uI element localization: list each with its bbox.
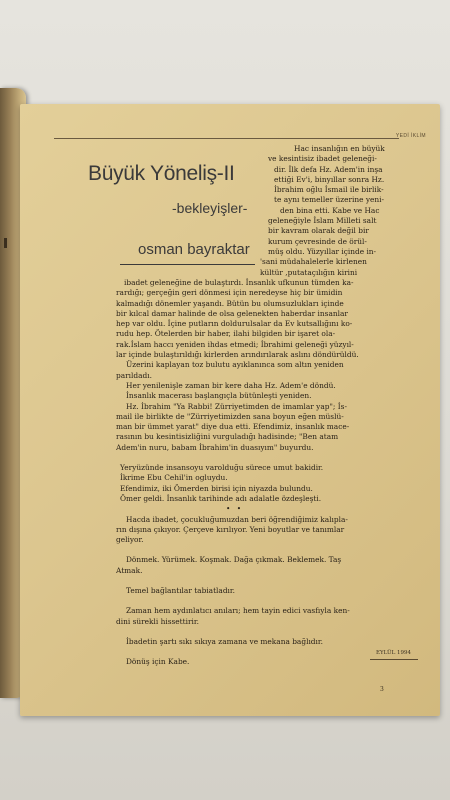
text-line: geliyor. — [116, 535, 144, 545]
magazine-page — [20, 104, 440, 716]
text-line: rudu hep. Ötelerden bir haber, ilahi bilgiden bir işaret ola- — [116, 329, 336, 339]
text-line: Atmak. — [116, 565, 143, 575]
text-line: Üzerini kaplayan toz bulutu ayıklanınca som altın yeniden — [126, 360, 344, 370]
poem-line: İkrime Ebu Cehil'in ogluydu. — [120, 473, 228, 483]
text-line: den bina etti. Kabe ve Hac — [280, 205, 380, 215]
text-line: İnsanlık macerası başlangıçla bütünleşti yeniden. — [126, 391, 312, 401]
text-line: ibadet geleneğine de bulaştırdı. İnsanlık ufkunun tümden ka- — [124, 278, 354, 287]
text-line: dir. İlk defa Hz. Adem'in inşa — [274, 164, 383, 174]
text-line: hep var oldu. İçine putların doldurulsalar da Ev kutsallığını ko- — [116, 319, 353, 329]
article-author: osman bayraktar — [138, 241, 250, 258]
text-line: rasının bu kesintisizliğini vurguladığı hadisinde; "Ben atam — [116, 432, 339, 442]
page-number: 3 — [380, 686, 384, 693]
magazine-name: YEDİ İKLİM — [395, 133, 426, 139]
poem-line: Ömer geldi. İnsanlık tarihinde adı adalatle özdeşleşti. — [120, 493, 322, 503]
text-line: mail ile birlikte de "Zürriyetimizden sana boyun eğen müslü- — [116, 411, 344, 421]
text-line: geleneğiyle İslam Milleti salt — [268, 216, 377, 226]
text-line: ettiği Ev'i, binyıllar sonra Hz. — [274, 174, 385, 184]
poem-line: Yeryüzünde insansoyu varolduğu sürece umut bakidir. — [120, 463, 324, 473]
text-line: kurum çevresinde de örül- — [268, 236, 367, 246]
text-line: Temel bağlantılar tabiatladır. — [126, 586, 235, 596]
text-line: kültür ,putataçılığın kirini — [260, 267, 358, 277]
article-body — [116, 264, 404, 668]
text-line: bir kılcal damar halinde de olsa gelenekten haberdar insanlar — [116, 308, 348, 318]
binder-mark — [4, 238, 7, 248]
text-line: te aynı temeller üzerine yeni- — [274, 195, 385, 205]
text-line: müş oldu. Yüzyıllar içinde in- — [268, 246, 377, 256]
text-line: parıldadı. — [116, 370, 152, 380]
text-line: İbadetin şartı sıkı sıkıya zamana ve mekana bağlıdır. — [126, 636, 323, 646]
text-line: bir kavram olarak değil bir — [268, 226, 369, 236]
text-line: man bir ümmet yarat" diye dua etti. Efendimiz, insanlık mace- — [116, 422, 350, 432]
footer-rule — [370, 659, 418, 660]
article-subtitle: -bekleyişler- — [172, 200, 248, 216]
text-line: Dönmek. Yürümek. Koşmak. Dağa çıkmak. Beklemek. Taş — [126, 555, 342, 565]
text-line: dini sürekli hissettirir. — [116, 616, 199, 626]
text-line: Hacda ibadet, çocukluğumuzdan beri öğrendiğimiz kalıpla- — [126, 514, 348, 524]
text-line: rın dışına çıkıyor. Çerçeve kırılıyor. Yeni boyutlar ve tanımlar — [116, 524, 345, 534]
section-separator: • • — [226, 504, 244, 514]
text-line: 'sani müdahalelerle kirlenen — [260, 257, 367, 267]
text-line: Hz. İbrahim "Ya Rabbi! Zürriyetimden de imamlar yap"; İs- — [126, 401, 347, 411]
text-line: Hac insanlığın en büyük — [294, 144, 385, 153]
text-line: rak.İslam haccı yeniden ihdas etmedi; İbrahimi geleneği yüzyıl- — [116, 339, 354, 349]
issue-date: EYLÜL 1994 — [376, 650, 412, 656]
text-line: Zaman hem aydınlatıcı anıları; hem tayin edici vasfıyla ken- — [126, 606, 350, 616]
poem-line: Efendimiz, iki Ömerden birisi için niyazda bulundu. — [120, 483, 313, 493]
text-line: kalmadığı dönemler yaşandı. Bütün bu olumsuzlukları içinde — [116, 298, 344, 308]
text-line: Her yenilenişle zaman bir kere daha Hz. Adem'e döndü. — [126, 380, 336, 390]
article-title: Büyük Yöneliş-II — [88, 162, 235, 185]
text-line: İbrahim oğlu İsmail ile birlik- — [274, 185, 384, 195]
header-rule — [54, 138, 399, 139]
text-line: ve kesintisiz ibadet geleneği- — [268, 154, 377, 164]
text-line: lar içinde bulaştırıldığı kirlerden arındırılarak aslını döndürüldü. — [116, 350, 359, 360]
text-line: rardığı; gerçeğin geri dönmesi için neredeyse hiç bir ümidin — [116, 288, 343, 298]
intro-column — [260, 144, 400, 278]
text-line: Adem'in nuru, babam İbrahim'in duasıyım" buyurdu. — [116, 442, 314, 452]
text-line: Dönüş için Kabe. — [126, 657, 190, 667]
